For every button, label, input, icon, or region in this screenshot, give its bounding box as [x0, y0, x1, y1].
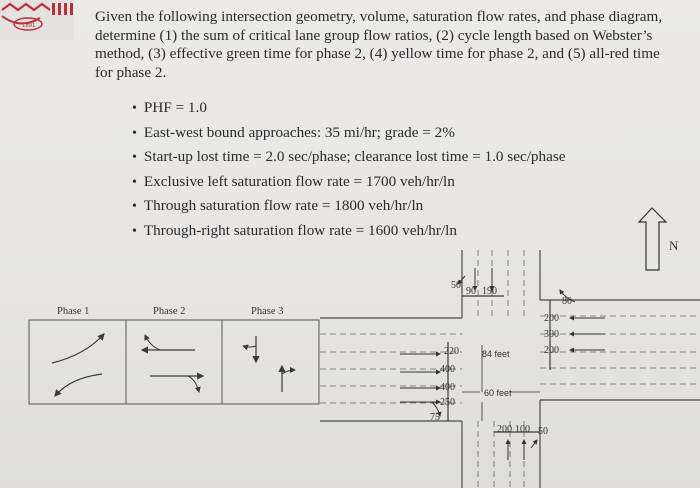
given-item: • East-west bound approaches: 35 mi/hr; grade = 2% [132, 121, 566, 146]
given-item: • Exclusive left saturation flow rate = 1700 veh/hr/ln [132, 170, 566, 195]
given-item: • Start-up lost time = 2.0 sec/phase; clearance lost time = 1.0 sec/phase [132, 145, 566, 170]
phase-1-label: Phase 1 [57, 306, 90, 317]
nb-volume: 200 [497, 424, 512, 435]
length-dimension-label: 60 feet [484, 388, 512, 398]
north-arrow-icon [639, 208, 666, 270]
sb-volume: 90 [466, 286, 476, 297]
sb-volume: 50 [451, 280, 461, 291]
nb-volume: 50 [538, 426, 548, 437]
wb-volume: 300 [544, 329, 559, 340]
phase-2-label: Phase 2 [153, 306, 186, 317]
width-dimension-label: 84 feet [482, 349, 510, 359]
svg-text:1891: 1891 [22, 23, 36, 29]
nb-volume: 100 [515, 424, 530, 435]
wb-volume: 200 [544, 313, 559, 324]
eb-volume: 75 [430, 412, 440, 423]
wb-volume: 80 [562, 296, 572, 307]
north-label: N [669, 238, 679, 253]
eb-volume: 400 [440, 364, 455, 375]
eb-volume: 220 [444, 346, 459, 357]
given-item: • Through-right saturation flow rate = 1600 veh/hr/ln [132, 219, 566, 244]
question-text: Given the following intersection geometry, volume, saturation flow rates, and phase diagram, determine (1) the sum of critical lane group flow ratios, (2) cycle length based on Webster’s method, (3) effective green time for phase 2, (4) yellow time for phase 2, and (5) all-red time for phase 2. [95, 8, 663, 81]
eb-volume: 400 [440, 382, 455, 393]
given-item: • PHF = 1.0 [132, 96, 566, 121]
given-item: • Through saturation flow rate = 1800 veh/hr/ln [132, 194, 566, 219]
eb-volume: 250 [440, 397, 455, 408]
sb-volume: 190 [482, 286, 497, 297]
phase-3-label: Phase 3 [251, 306, 284, 317]
wb-volume: 200 [544, 345, 559, 356]
